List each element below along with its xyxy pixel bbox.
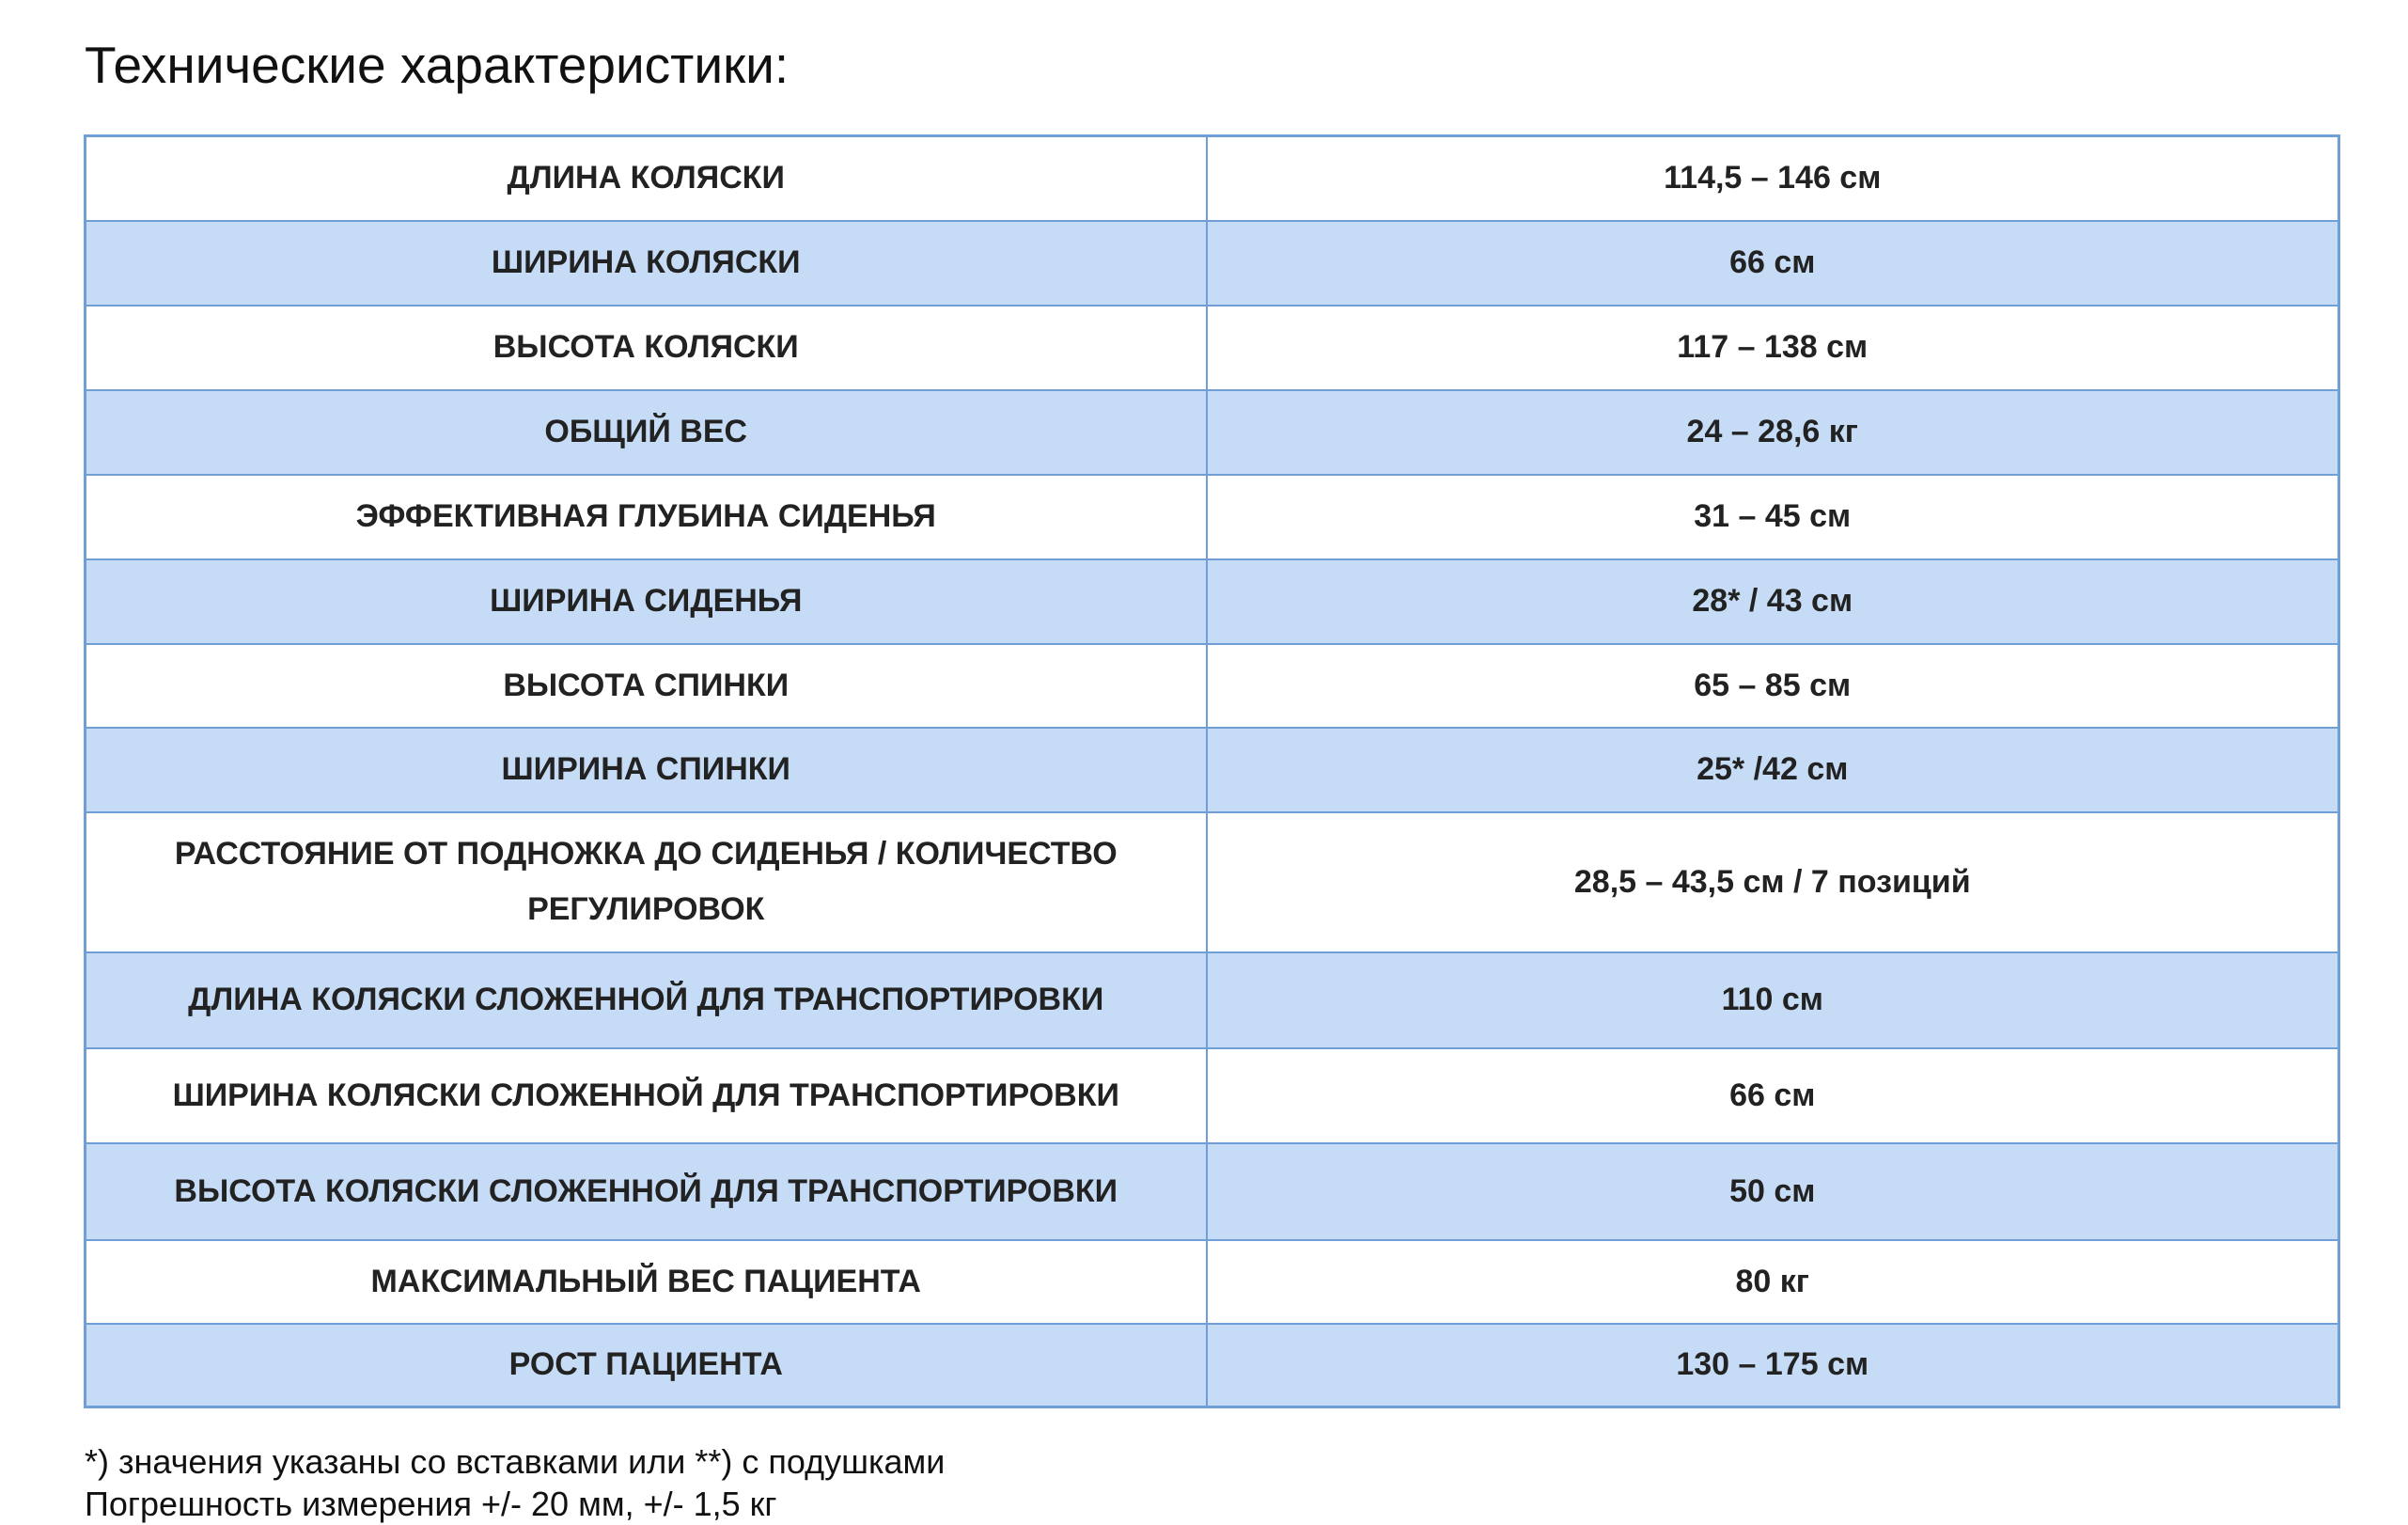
- table-row: [86, 136, 2339, 221]
- table-row: [86, 1048, 2339, 1143]
- table-row: [86, 390, 2339, 475]
- table-row: [86, 1143, 2339, 1240]
- spec-label: РОСТ ПАЦИЕНТА: [86, 1324, 1207, 1407]
- spec-label: ОБЩИЙ ВЕС: [86, 390, 1207, 475]
- spec-label: ШИРИНА СИДЕНЬЯ: [86, 559, 1207, 644]
- spec-value: 25* /42 см: [1207, 728, 2339, 812]
- table-row: [86, 306, 2339, 390]
- table-row: [86, 812, 2339, 952]
- table-row: [86, 952, 2339, 1048]
- spec-label: МАКСИМАЛЬНЫЙ ВЕС ПАЦИЕНТА: [86, 1240, 1207, 1324]
- footnote-inserts: *) значения указаны со вставками или **) с подушками: [85, 1442, 946, 1481]
- table-row: [86, 1240, 2339, 1324]
- footnotes: [85, 1440, 945, 1525]
- page-title: Технические характеристики:: [85, 36, 790, 94]
- spec-label: ДЛИНА КОЛЯСКИ СЛОЖЕННОЙ ДЛЯ ТРАНСПОРТИРОВКИ: [86, 952, 1207, 1048]
- table-row: [86, 221, 2339, 306]
- spec-label: ШИРИНА СПИНКИ: [86, 728, 1207, 812]
- spec-label: ДЛИНА КОЛЯСКИ: [86, 136, 1207, 221]
- spec-value: 66 см: [1207, 1048, 2339, 1143]
- table-row: [86, 1324, 2339, 1407]
- spec-label: ВЫСОТА СПИНКИ: [86, 644, 1207, 728]
- spec-value: 50 см: [1207, 1143, 2339, 1240]
- spec-value: 114,5 – 146 см: [1207, 136, 2339, 221]
- table-row: [86, 559, 2339, 644]
- spec-value: 31 – 45 см: [1207, 475, 2339, 559]
- spec-value: 28* / 43 см: [1207, 559, 2339, 644]
- spec-value: 65 – 85 см: [1207, 644, 2339, 728]
- spec-value: 80 кг: [1207, 1240, 2339, 1324]
- spec-value: 28,5 – 43,5 см / 7 позиций: [1207, 812, 2339, 952]
- spec-label: ШИРИНА КОЛЯСКИ СЛОЖЕННОЙ ДЛЯ ТРАНСПОРТИРОВКИ: [86, 1048, 1207, 1143]
- table-row: [86, 728, 2339, 812]
- spec-label: ЭФФЕКТИВНАЯ ГЛУБИНА СИДЕНЬЯ: [86, 475, 1207, 559]
- spec-value: 66 см: [1207, 221, 2339, 306]
- spec-label: РАССТОЯНИЕ ОТ ПОДНОЖКА ДО СИДЕНЬЯ / КОЛИЧЕСТВО РЕГУЛИРОВОК: [86, 812, 1207, 952]
- spec-value: 130 – 175 см: [1207, 1324, 2339, 1407]
- spec-label: ВЫСОТА КОЛЯСКИ: [86, 306, 1207, 390]
- footnote-tolerance: Погрешность измерения +/- 20 мм, +/- 1,5 кг: [85, 1485, 777, 1523]
- spec-value: 24 – 28,6 кг: [1207, 390, 2339, 475]
- spec-label: ВЫСОТА КОЛЯСКИ СЛОЖЕННОЙ ДЛЯ ТРАНСПОРТИРОВКИ: [86, 1143, 1207, 1240]
- spec-value: 117 – 138 см: [1207, 306, 2339, 390]
- spec-table: [84, 134, 2340, 1408]
- spec-value: 110 см: [1207, 952, 2339, 1048]
- spec-label: ШИРИНА КОЛЯСКИ: [86, 221, 1207, 306]
- table-row: [86, 475, 2339, 559]
- table-row: [86, 644, 2339, 728]
